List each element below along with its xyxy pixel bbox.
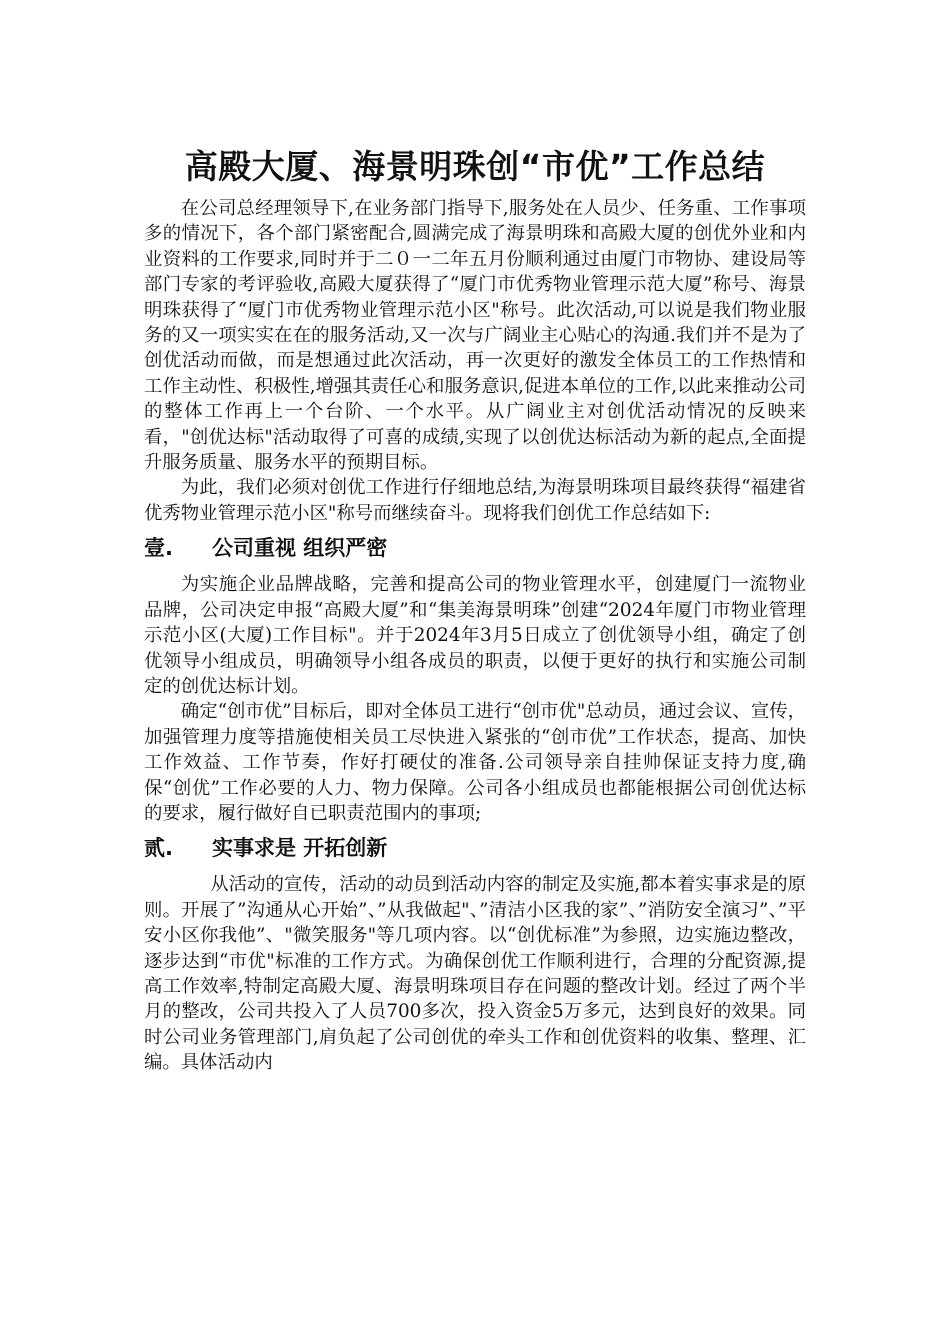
section-title: 实事求是 开拓创新: [212, 836, 388, 861]
intro-paragraph: 为此，我们必须对创优工作进行仔细地总结,为海景明珠项目最终获得“福建省优秀物业管理示范小区"称号而继续奋斗。现将我们创优工作总结如下:: [144, 477, 806, 524]
document-title: 高殿大厦、海景明珠创“市优”工作总结: [184, 147, 766, 186]
section-paragraph: 为实施企业品牌战略，完善和提高公司的物业管理水平，创建厦门一流物业品牌，公司决定申报“高殿大厦”和“集美海景明珠”创建“2024年厦门市物业管理示范小区(大厦)工作目标"。并于2024年3月5日成立了创优领导小组，确定了创优领导小组成员，明确领导小组各成员的职责，以便于更好的执行和实施公司制定的创优达标计划。: [144, 574, 806, 697]
section-heading: [144, 832, 806, 864]
document-body: [144, 196, 806, 1076]
section-paragraph: 从活动的宣传，活动的动员到活动内容的制定及实施,都本着实事求是的原则。开展了”沟通从心开始”、”从我做起"、”清洁小区我的家”、”消防安全演习”、”平安小区你我他”、"微笑服务"等几项内容。以“创优标准”为参照，边实施边整改，逐步达到“市优"标准的工作方式。为确保创优工作顺利进行，合理的分配资源,提高工作效率,特制定高殿大厦、海景明珠项目存在问题的整改计划。经过了两个半月的整改，公司共投入了人员700多次，投入资金5万多元，达到良好的效果。同时公司业务管理部门,肩负起了公司创优的牵头工作和创优资料的收集、整理、汇编。具体活动内: [144, 874, 806, 1074]
section-heading: [144, 532, 806, 564]
section-title: 公司重视 组织严密: [212, 536, 388, 561]
section-number: 贰.: [144, 836, 173, 861]
section-paragraph: 确定“创市优”目标后，即对全体员工进行“创市优"总动员，通过会议、宣传，加强管理力度等措施使相关员工尽快进入紧张的“创市优”工作状态，提高、加快工作效益、工作节奏，作好打硬仗的准备.公司领导亲自挂帅保证支持力度,确保“创优”工作必要的人力、物力保障。公司各小组成员也都能根据公司创优达标的要求，履行做好自已职责范围内的事项;: [144, 701, 806, 824]
intro-paragraph: 在公司总经理领导下,在业务部门指导下,服务处在人员少、任务重、工作事项多的情况下，各个部门紧密配合,圆满完成了海景明珠和高殿大厦的创优外业和内业资料的工作要求,同时并于二０一二年五月份顺利通过由厦门市物协、建设局等部门专家的考评验收,高殿大厦获得了“厦门市优秀物业管理示范大厦”称号、海景明珠获得了“厦门市优秀物业管理示范小区"称号。此次活动,可以说是我们物业服务的又一项实实在在的服务活动,又一次与广阔业主心贴心的沟通.我们并不是为了创优活动而做，而是想通过此次活动，再一次更好的激发全体员工的工作热情和工作主动性、积极性,增强其责任心和服务意识,促进本单位的工作,以此来推动公司的整体工作再上一个台阶、一个水平。从广阔业主对创优活动情况的反映来看，"创优达标"活动取得了可喜的成绩,实现了以创优达标活动为新的起点,全面提升服务质量、服务水平的预期目标。: [144, 198, 806, 474]
section-number: 壹.: [144, 536, 173, 561]
